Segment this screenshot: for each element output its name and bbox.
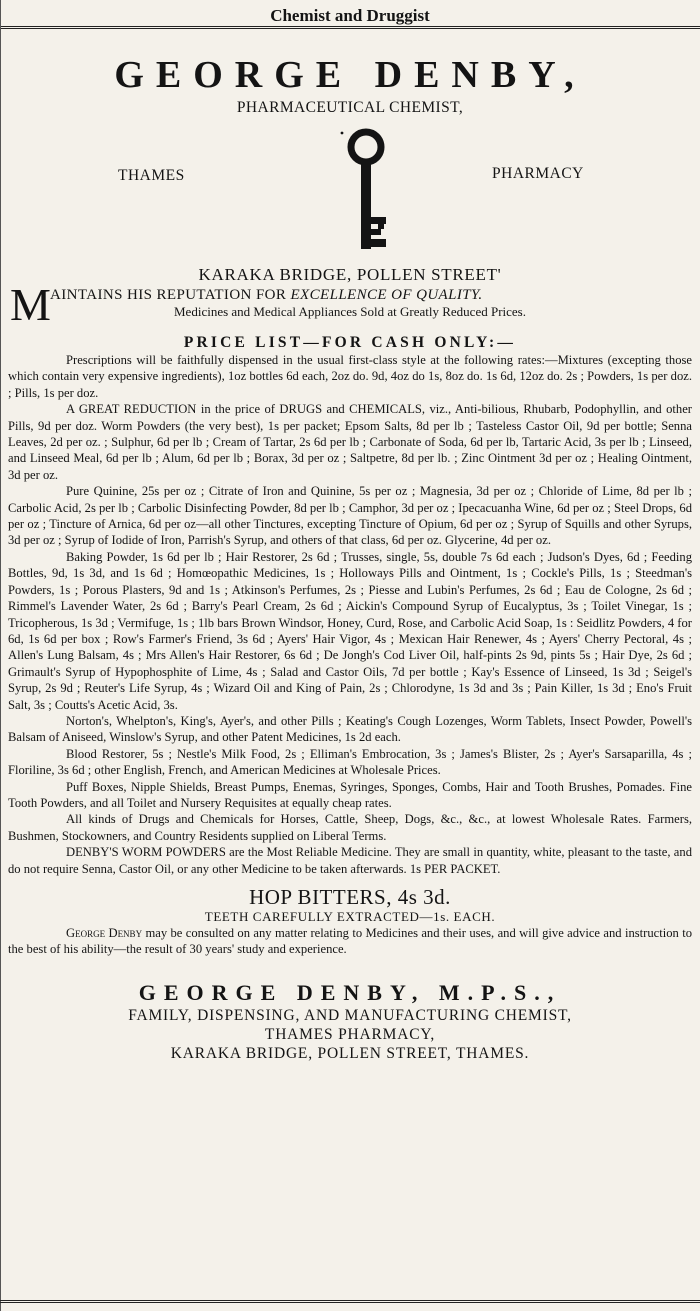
intro-line-1 bbox=[50, 287, 692, 304]
hop-bitters-heading: HOP BITTERS, 4s 3d. bbox=[249, 885, 451, 909]
price-list-title: PRICE LIST—FOR CASH ONLY:— bbox=[183, 334, 517, 351]
emblem-left-word: THAMES bbox=[118, 167, 185, 184]
shop-address: KARAKA BRIDGE, POLLEN STREET' bbox=[198, 265, 502, 284]
footer-line-address: KARAKA BRIDGE, POLLEN STREET, THAMES. bbox=[170, 1044, 530, 1062]
consult-text: may be consulted on any matter relating to Medicines and their uses, and will give advice and instruction to the best of his ability—the result of 30 years' study and experience. bbox=[8, 926, 692, 957]
intro-line-2: Medicines and Medical Appliances Sold at Greatly Reduced Prices. bbox=[174, 304, 526, 319]
price-paragraph-patent-goods: Baking Powder, 1s 6d per lb ; Hair Restorer, 2s 6d ; Trusses, single, 5s, double 7s 6d each ; Judson's Dyes, 6d ; Feeding Bottles, 9d, 1s 3d, and 1s 6d ; Homœopathic Medicines, 1s ; Holloways Pills and Ointment, 1s ; Cockle's Pills, 1s ; Steedman's Powders, 1s ; Porous Plasters, 9d and 1s ; Atkinson's Perfumes, 2s ; Piesse and Lubin's Perfumes, 2s 6d ; Eau de Cologne, 2s 6d ; Rimmel's Lavender Water, 2s 6d ; Barry's Pearl Cream, 2s 6d ; Aickin's Compound Syrup of Eucalyptus, 3s ; Toilet Vinegar, 1s ; Tricopherous, 1s 3d ; Vermifuge, 1s ; 1lb bars Brown Windsor, Honey, Curd, Rose, and Carbolic Acid Soap, 1s : Seidlitz Powders, 4 for 6d, 1s 6d per box ; Row's Farmer's Friend, 3s 6d ; Ayers' Hair Vigor, 4s ; Mexican Hair Renewer, 4s ; Ayers' Cherry Pectoral, 4s ; Allen's Lung Balsam, 4s ; Mrs Allen's Hair Restorer, 6s 6d ; De Jongh's Cod Liver Oil, half-pints 2s 9d, pints 5s ; Hair Dye, 2s 6d ; Grimault's Syrup of Hypophosphite of Lime, 4s ; Salad and Castor Oils, 7d per bottle ; Kay's Essence of Linseed, 1s 3d ; Seigel's Syrup, 2s 9d ; Reuter's Life Syrup, 4s ; Wizard Oil and King of Pain, 2s ; Chlorodyne, 1s 3d and 3s ; Pain Killer, 1s 3d ; Eno's Fruit Salt, 3s ; Coutts's Acetic Acid, 3s. bbox=[8, 549, 692, 712]
column-rule bbox=[0, 0, 1, 1311]
price-paragraph-quinine: Pure Quinine, 25s per oz ; Citrate of Iron and Quinine, 5s per oz ; Magnesia, 3d per oz ; Chloride of Lime, 8d per lb ; Carbolic Acid, 2s per lb ; Carbolic Disinfecting Powder, 8d per lb ; Camphor, 3d per oz ; Ipecacuanha Wine, 6d per oz ; Steel Drops, 6d per oz ; Tincture of Arnica, 6d per oz—all other Tinctures, excepting Tincture of Opium, 6d per oz ; Syrup of Squills and other Syrups, 3d per oz ; Syrup of Iodide of Iron, Parrish's Syrup, and others of that class, 6d per oz. Glycerine, 4d per oz. bbox=[8, 484, 692, 548]
price-paragraph-worm-powders: DENBY'S WORM POWDERS are the Most Reliable Medicine. They are small in quantity, white, pleasant to the taste, and do not require Senna, Castor Oil, or any other Medicine to be taken afterwards. 1s PER PACKET. bbox=[8, 845, 692, 876]
intro-line-1-text: AINTAINS HIS REPUTATION FOR bbox=[50, 287, 291, 303]
header-rule bbox=[0, 26, 700, 29]
section-header: Chemist and Druggist bbox=[270, 6, 430, 25]
proprietor-name: GEORGE DENBY, bbox=[114, 54, 586, 96]
profession-title: PHARMACEUTICAL CHEMIST, bbox=[236, 99, 464, 116]
key-icon bbox=[334, 123, 394, 263]
consultation-paragraph bbox=[8, 925, 692, 958]
consult-name: George Denby bbox=[66, 926, 143, 940]
key-emblem-row bbox=[8, 117, 692, 265]
intro-block bbox=[8, 279, 692, 330]
footer-line-chemist: FAMILY, DISPENSING, AND MANUFACTURING CHEMIST, bbox=[128, 1006, 572, 1024]
price-paragraph-drugs: A GREAT REDUCTION in the price of DRUGS and CHEMICALS, viz., Anti-bilious, Rhubarb, Podophyllin, and other Pills, 9d per doz. Worm Powders (the very best), 1s per packet; Epsom Salts, 8d per lb ; Tasteless Castor Oil, 9d per bottle; Senna Leaves, 2d per oz. ; Sulphur, 6d per lb ; Cream of Tartar, 2s 6d per lb ; Carbonate of Soda, 6d per lb, Tartaric Acid, 3s per lb ; Linseed, and Linseed Meal, 6d per lb ; Alum, 6d per lb ; Borax, 3d per oz ; Saltpetre, 8d per lb. ; Zinc Ointment 3d per oz ; Healing Ointment, 3d per oz. bbox=[8, 402, 692, 482]
intro-dropcap: M bbox=[10, 279, 51, 330]
price-paragraph-animals: All kinds of Drugs and Chemicals for Horses, Cattle, Sheep, Dogs, &c., &c., at lowest Wholesale Rates. Farmers, Bushmen, Stockowners, and Country Residents supplied on Liberal Terms. bbox=[8, 812, 692, 843]
price-paragraph-toilet: Puff Boxes, Nipple Shields, Breast Pumps, Enemas, Syringes, Sponges, Combs, Hair and Tooth Brushes, Pomades. Fine Tooth Powders, and all Toilet and Nursery Requisites at equally cheap rates. bbox=[8, 779, 692, 810]
footer-line-pharmacy: THAMES PHARMACY, bbox=[264, 1025, 436, 1043]
price-paragraph-pills: Norton's, Whelpton's, King's, Ayer's, and other Pills ; Keating's Cough Lozenges, Worm Tablets, Insect Powder, Powell's Balsam of Aniseed, Winslow's Syrup, and other Patent Medicines, 1s 2d each. bbox=[8, 713, 692, 745]
emblem-right-word: PHARMACY bbox=[492, 165, 584, 182]
intro-line-1-italic: EXCELLENCE OF QUALITY. bbox=[290, 287, 483, 303]
teeth-extraction-line: TEETH CAREFULLY EXTRACTED—1s. EACH. bbox=[204, 909, 496, 924]
price-paragraph-prescriptions: Prescriptions will be faithfully dispensed in the usual first-class style at the following rates:—Mixtures (excepting those which contain very expensive ingredients), 1oz bottles 6d each, 2oz do. 9d, 4oz do 1s, 8oz do. 1s 6d, 12oz do. 2s ; Powders, 1s per doz. ; Pills, 1s per doz. bbox=[8, 353, 692, 400]
footer-proprietor-name: GEORGE DENBY, M.P.S., bbox=[138, 979, 562, 1005]
bottom-rule bbox=[0, 1300, 700, 1303]
price-paragraph-blood-restorer: Blood Restorer, 5s ; Nestle's Milk Food, 2s ; Elliman's Embrocation, 3s ; James's Blister, 2s ; Ayer's Sarsaparilla, 4s ; Floriline, 3s 6d ; other English, French, and American Medicines at Wholesale Prices. bbox=[8, 746, 692, 778]
